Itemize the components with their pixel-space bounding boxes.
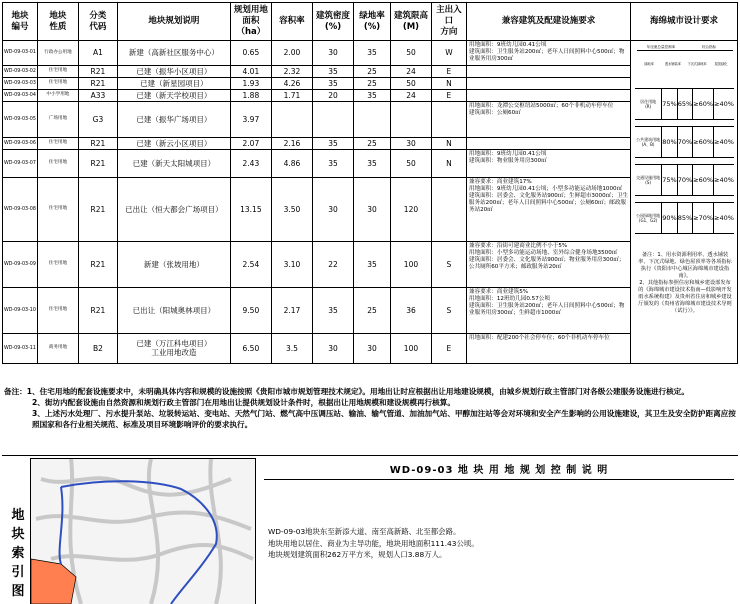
row-area: 6.50	[230, 333, 271, 363]
row-desc: 新建（高新社区服务中心）	[117, 41, 230, 66]
row-green: 30	[353, 177, 390, 241]
header-density: 建筑密度 (%)	[312, 3, 353, 41]
header-green: 绿地率 (%)	[353, 3, 390, 41]
row-green: 25	[353, 77, 390, 89]
row-area: 9.50	[230, 287, 271, 333]
plan-section	[2, 455, 738, 604]
header-code: 地块 编号	[3, 3, 38, 41]
row-desc: 已建（振华广场项目）	[117, 101, 230, 137]
row-nature: 住宅用地	[37, 77, 78, 89]
sponge-row	[635, 164, 734, 196]
row-density: 30	[312, 41, 353, 66]
row-nature: 行政办公用地	[37, 41, 78, 66]
desc-line: 地块用地以居住、商业为主导功能，地块用地面积111.43公顷。	[268, 538, 479, 548]
sponge-value: ≥40%	[713, 203, 734, 233]
row-requirements	[466, 65, 630, 77]
plan-title: WD-09-03 地 块 用 地 规 划 控 制 说 明	[264, 462, 734, 480]
row-class: G3	[78, 101, 117, 137]
header-nature: 地块 性质	[37, 3, 78, 41]
row-code: WD-09-03-08	[3, 177, 38, 241]
row-far: 2.17	[271, 287, 312, 333]
row-far: 1.71	[271, 89, 312, 101]
row-class: R21	[78, 177, 117, 241]
row-density: 30	[312, 333, 353, 363]
sponge-value: 90%	[661, 203, 676, 233]
header-sponge: 海绵城市设计要求	[631, 3, 738, 41]
plan-description	[268, 526, 708, 561]
row-nature: 住宅用地	[37, 241, 78, 287]
sponge-value: 65%	[677, 89, 692, 119]
row-density: 20	[312, 89, 353, 101]
sponge-value: 75%	[661, 165, 676, 195]
sponge-row	[635, 202, 734, 234]
sponge-value: 70%	[677, 127, 692, 157]
notes-block	[4, 386, 736, 430]
row-code: WD-09-03-02	[3, 65, 38, 77]
table-row	[3, 149, 738, 177]
table-row	[3, 101, 738, 137]
sponge-value: ≥60%	[692, 127, 713, 157]
row-nature: 住宅用地	[37, 287, 78, 333]
row-far: 2.00	[271, 41, 312, 66]
row-area: 4.01	[230, 65, 271, 77]
sponge-row-label: 交通设施用地 (S)	[636, 175, 661, 185]
row-area: 0.65	[230, 41, 271, 66]
row-height: 100	[390, 241, 431, 287]
row-height: 120	[390, 177, 431, 241]
sponge-value: ≥70%	[692, 203, 713, 233]
row-entry: E	[431, 65, 466, 77]
note-line: 3、上述污水处理厂、污水提升泵站、垃圾转运站、变电站、天然气门站、燃气高中压调压站、输油、输气管道、加油加气站、甲醇加注站等会对环境和安全产生影响的公用设施建设，其卫生及安全防护距离应按照国家和各行业相关规范、标准及项目环境影响评价的要求执行。	[32, 409, 736, 429]
table-row	[3, 65, 738, 77]
sponge-value: 80%	[661, 127, 676, 157]
table-row	[3, 177, 738, 241]
row-entry	[431, 177, 466, 241]
row-nature: 住宅用地	[37, 65, 78, 77]
row-requirements: 用地面积：9班幼儿园0.41公顷 建筑面积：物业服务用房300㎡	[466, 149, 630, 177]
row-height	[390, 101, 431, 137]
row-area: 3.97	[230, 101, 271, 137]
table-row	[3, 77, 738, 89]
row-requirements	[466, 89, 630, 101]
row-green: 35	[353, 149, 390, 177]
row-height: 50	[390, 41, 431, 66]
row-far	[271, 101, 312, 137]
row-green: 35	[353, 241, 390, 287]
sponge-value: ≥40%	[713, 127, 734, 157]
row-green: 25	[353, 137, 390, 149]
sponge-row	[635, 88, 734, 120]
row-density: 22	[312, 241, 353, 287]
header-entry: 主出入口 方向	[431, 3, 466, 41]
row-green	[353, 101, 390, 137]
row-green: 35	[353, 41, 390, 66]
row-far: 4.26	[271, 77, 312, 89]
table-row	[3, 89, 738, 101]
row-desc: 已建（新云小区项目）	[117, 137, 230, 149]
row-area: 13.15	[230, 177, 271, 241]
row-entry: E	[431, 89, 466, 101]
row-desc: 新建（张坡用地）	[117, 241, 230, 287]
row-height: 50	[390, 149, 431, 177]
sponge-city-panel	[633, 42, 736, 442]
row-density: 35	[312, 77, 353, 89]
sponge-subhead: 下沉式绿地率	[687, 62, 707, 66]
note-line: 备注：1、住宅用地的配套设施要求中，未明确具体内容和规模的设施按照《贵阳市城市规划管理技术规定》。用地出让时应根据出让用地建设规模，由城乡规划行政主管部门对各级公建服务设施进行核定。	[4, 387, 689, 396]
header-row	[3, 3, 738, 41]
sponge-subhead: 透水铺装率	[665, 62, 681, 66]
row-nature: 住宅用地	[37, 137, 78, 149]
row-requirements: 用地面积：龙潭公交枢纽站5000㎡；60个非机动车停车位 建筑面积：公厕60㎡	[466, 101, 630, 137]
row-far: 2.16	[271, 137, 312, 149]
row-entry: N	[431, 77, 466, 89]
row-code: WD-09-03-06	[3, 137, 38, 149]
row-far: 2.32	[271, 65, 312, 77]
sponge-row	[635, 126, 734, 158]
row-requirements: 兼容要求：商业建筑17% 用地面积：9班幼儿园0.41公顷；小型多功能运动场地1000㎡ 建筑面积：居委会、文化服务站900㎡；生鲜超市3000㎡；卫生服务站200㎡；老年人日间照料中心500㎡；公厕60㎡；邮政服务站20㎡	[466, 177, 630, 241]
sponge-subheads	[637, 62, 733, 66]
row-green: 30	[353, 333, 390, 363]
row-height: 50	[390, 77, 431, 89]
row-density: 35	[312, 65, 353, 77]
row-code: WD-09-03-10	[3, 287, 38, 333]
desc-line: 地块规划建筑面积262万平方米，规划人口3.88万人。	[268, 550, 447, 559]
row-density	[312, 101, 353, 137]
row-height: 30	[390, 137, 431, 149]
row-nature: 中小学用地	[37, 89, 78, 101]
row-entry: S	[431, 241, 466, 287]
sponge-value: ≥60%	[692, 165, 713, 195]
row-code: WD-09-03-09	[3, 241, 38, 287]
row-density: 30	[312, 177, 353, 241]
row-class: R21	[78, 137, 117, 149]
header-area: 规划用地 面积（ha）	[230, 3, 271, 41]
row-height: 36	[390, 287, 431, 333]
row-density: 35	[312, 137, 353, 149]
row-nature: 住宅用地	[37, 177, 78, 241]
row-height: 24	[390, 65, 431, 77]
row-class: A33	[78, 89, 117, 101]
row-desc: 已建（振华小区项目）	[117, 65, 230, 77]
row-density: 35	[312, 287, 353, 333]
sponge-value: 70%	[677, 165, 692, 195]
row-class: R21	[78, 149, 117, 177]
row-area: 2.54	[230, 241, 271, 287]
sponge-value: 85%	[677, 203, 692, 233]
row-requirements: 用地面积：9班幼儿园0.41公顷 建筑面积：卫生服务站200㎡；老年人日间照料中心500㎡；物业服务用房300㎡	[466, 41, 630, 66]
control-table	[2, 2, 738, 364]
sponge-subhead: 绿地率	[644, 62, 654, 66]
row-far: 3.10	[271, 241, 312, 287]
row-area: 1.93	[230, 77, 271, 89]
row-area: 2.07	[230, 137, 271, 149]
row-desc: 已建（万江科电项目） 工业用地改造	[117, 333, 230, 363]
row-code: WD-09-03-07	[3, 149, 38, 177]
row-green: 35	[353, 89, 390, 101]
row-desc: 已出让（阳城奥林项目）	[117, 287, 230, 333]
row-requirements	[466, 137, 630, 149]
sponge-subhead: 屋顶绿化	[714, 62, 728, 66]
row-green: 25	[353, 65, 390, 77]
row-class: B2	[78, 333, 117, 363]
row-green: 25	[353, 287, 390, 333]
desc-line: WD-09-03地块东至新添大道、南至高新路、北至都会路。	[268, 527, 461, 536]
row-far: 3.50	[271, 177, 312, 241]
sponge-value: ≥40%	[713, 165, 734, 195]
row-requirements: 兼容要求：商业建筑5% 用地面积：12班幼儿园0.57公顷 建筑面积：卫生服务站200㎡；老年人日间照料中心500㎡；物业服务用房300㎡；生鲜超市1000㎡	[466, 287, 630, 333]
sponge-group: 年径流总量控制率	[637, 45, 685, 51]
row-entry: N	[431, 149, 466, 177]
row-nature: 商务用地	[37, 333, 78, 363]
row-height: 24	[390, 89, 431, 101]
index-map-graphic	[31, 459, 255, 604]
row-far: 4.86	[271, 149, 312, 177]
header-height: 建筑限高 (M)	[390, 3, 431, 41]
row-requirements: 兼容要求：沿街可建商业比例不小于5% 用地面积：小型多功能运动场地、室外综合健身场地3500㎡ 建筑面积：居委会、文化服务站900㎡；物业服务用房300㎡；公共厕所60平方米；邮政服务站20㎡	[466, 241, 630, 287]
row-area: 2.43	[230, 149, 271, 177]
table-row	[3, 137, 738, 149]
row-desc: 已建（新天学校项目）	[117, 89, 230, 101]
table-row	[3, 287, 738, 333]
table-row	[3, 241, 738, 287]
row-nature: 广场用地	[37, 101, 78, 137]
index-map-label: 地 块 索 引 图	[11, 508, 25, 599]
sponge-value: ≥60%	[692, 89, 713, 119]
table-row	[3, 333, 738, 363]
row-class: R21	[78, 77, 117, 89]
sponge-row-label: 公园绿地用地 (G1、G2)	[636, 213, 661, 223]
row-class: R21	[78, 65, 117, 77]
row-entry: E	[431, 333, 466, 363]
row-requirements	[466, 77, 630, 89]
row-entry	[431, 101, 466, 137]
row-class: A1	[78, 41, 117, 66]
note-line: 2、街坊内配套设施由自然资源和规划行政主管部门在用地出让提供规划设计条件时，根据出让用地规模和建设规模再行核算。	[32, 398, 455, 407]
sponge-group: 综合指标	[685, 45, 733, 51]
row-density: 35	[312, 149, 353, 177]
header-desc: 地块规划说明	[117, 3, 230, 41]
row-entry: S	[431, 287, 466, 333]
row-entry: N	[431, 137, 466, 149]
row-area: 1.88	[230, 89, 271, 101]
sponge-groups	[637, 45, 733, 51]
row-desc: 已建（新星园项目）	[117, 77, 230, 89]
sponge-value: ≥40%	[713, 89, 734, 119]
row-nature: 住宅用地	[37, 149, 78, 177]
row-code: WD-09-03-11	[3, 333, 38, 363]
sponge-value: 75%	[661, 89, 676, 119]
sponge-note: 备注：1、用水资源利用率、透水铺装率、下沉式绿地、绿色屋顶率等各项指标执行《贵阳市中心城区海绵城市建设指南》。 2、其他指标参照住房和城乡建设部发布的《海绵城市建设技术指南—低影响开发雨水系统构建》及贵州省住房和城乡建设厅颁发的《贵州省海绵城市建设技术导则（试行）》。	[638, 252, 732, 314]
index-map	[30, 458, 256, 604]
row-code: WD-09-03-03	[3, 77, 38, 89]
row-class: R21	[78, 287, 117, 333]
row-requirements: 用地面积：配建200个社会停车位；60个非机动车停车位	[466, 333, 630, 363]
row-class: R21	[78, 241, 117, 287]
row-code: WD-09-03-04	[3, 89, 38, 101]
header-class: 分类 代码	[78, 3, 117, 41]
sponge-row-label: 居住用地 (R)	[640, 99, 657, 109]
row-height: 100	[390, 333, 431, 363]
row-code: WD-09-03-01	[3, 41, 38, 66]
header-facilities: 兼容建筑及配建设施要求	[466, 3, 630, 41]
header-far: 容积率	[271, 3, 312, 41]
row-desc: 已出让（恒大都会广场项目）	[117, 177, 230, 241]
row-code: WD-09-03-05	[3, 101, 38, 137]
table-row	[3, 41, 738, 66]
row-desc: 已建（新天太阳城项目）	[117, 149, 230, 177]
sponge-row-label: 公共建筑用地 (A、B)	[636, 137, 661, 147]
row-entry: W	[431, 41, 466, 66]
row-far: 3.5	[271, 333, 312, 363]
